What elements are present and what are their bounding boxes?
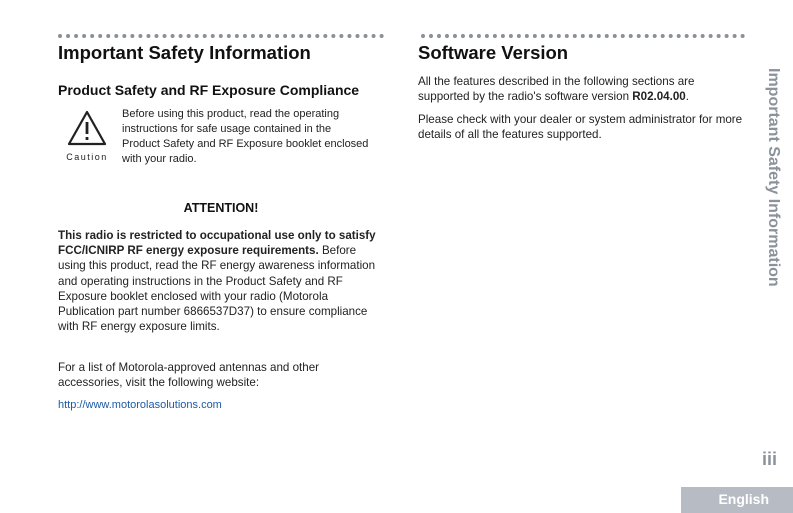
dealer-paragraph: Please check with your dealer or system administrator for more details of all the features supported. — [418, 113, 743, 142]
page-number: iii — [762, 449, 778, 469]
software-version-number: R02.04.00 — [632, 90, 686, 104]
warning-triangle-icon — [67, 110, 107, 146]
attention-bold-text: This radio is restricted to occupational use only to satisfy FCC/ICNIRP RF energy exposure requirements. — [58, 229, 376, 258]
software-version-paragraph — [418, 74, 743, 104]
software-version-period: . — [685, 90, 689, 104]
side-section-tab — [760, 68, 786, 318]
left-dotted-rule — [58, 34, 384, 38]
caution-text: Before using this product, read the operating instructions for safe usage contained in the Product Safety and RF Exposure booklet enclosed with your radio. — [122, 108, 369, 165]
right-dotted-rule — [421, 34, 745, 38]
website-link[interactable]: http://www.motorolasolutions.com — [58, 399, 222, 411]
accessories-paragraph: For a list of Motorola-approved antennas and other accessories, visit the following website: — [58, 361, 320, 390]
caution-block — [58, 108, 116, 168]
attention-paragraph — [58, 228, 386, 334]
attention-body-text: Before using this product, read the RF energy awareness information and operating instructions in the Product Safety and RF Exposure booklet enclosed with your radio (Motorola Publication part number 6866537D37) to ensure compliance with RF energy exposure limits. — [58, 244, 376, 334]
side-section-tab-label: Important Safety Information — [765, 68, 782, 287]
attention-heading: ATTENTION! — [183, 201, 259, 215]
section-title-rf-compliance: Product Safety and RF Exposure Compliance — [58, 82, 360, 98]
page-title: Important Safety Information — [58, 42, 311, 63]
section-title-software-version: Software Version — [418, 42, 569, 63]
language-tab: English — [681, 487, 793, 513]
caution-label: Caution — [66, 152, 108, 162]
software-version-text: All the features described in the following sections are supported by the radio's software version — [418, 75, 695, 104]
